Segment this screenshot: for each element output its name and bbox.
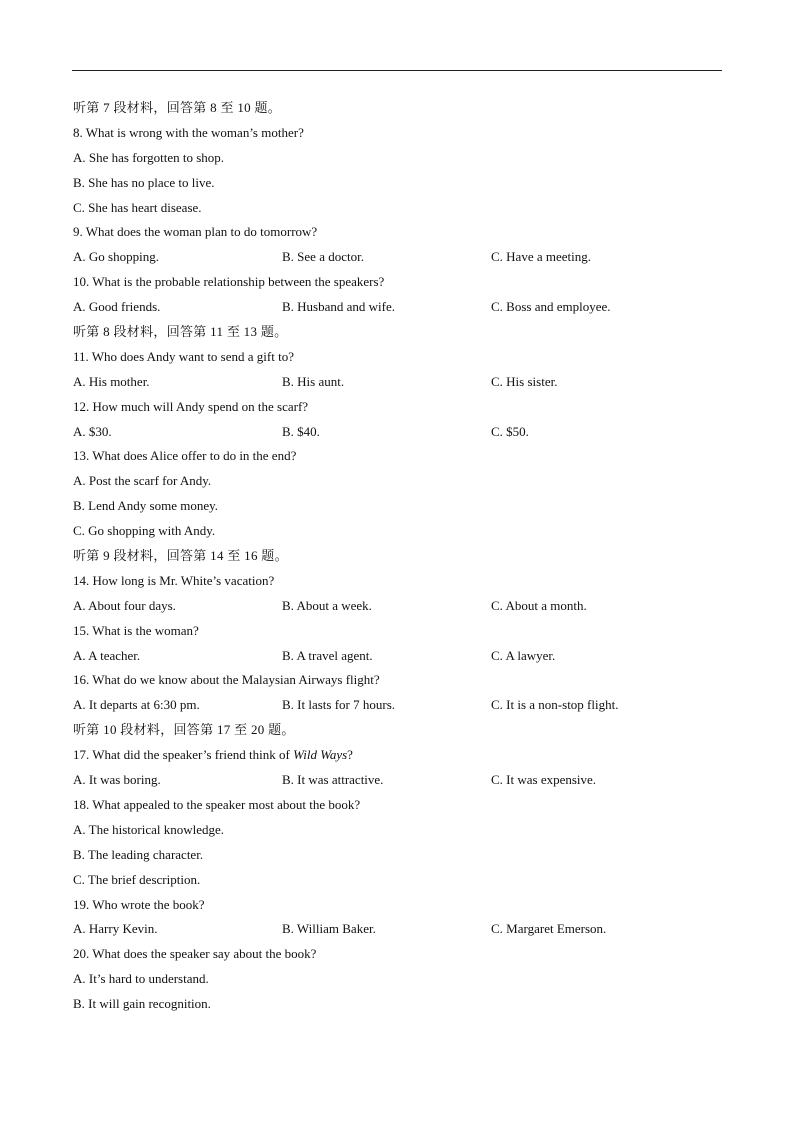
option-c: C. Margaret Emerson. — [491, 921, 607, 937]
question-text — [73, 569, 723, 594]
header-rule — [72, 70, 722, 71]
option-a: A. About four days. — [73, 597, 176, 613]
options-row — [73, 370, 723, 395]
option-c: C. It was expensive. — [491, 772, 597, 788]
option-c: C. Go shopping with Andy. — [73, 523, 216, 539]
options-row — [73, 917, 723, 942]
question-text — [73, 444, 723, 469]
question-stem-end: ? — [347, 747, 353, 763]
options-row — [73, 644, 723, 669]
question-list — [73, 96, 723, 1017]
option-a: A. Post the scarf for Andy. — [73, 473, 212, 489]
option-c: C. Have a meeting. — [491, 249, 591, 265]
options-row — [73, 594, 723, 619]
options-row — [73, 768, 723, 793]
section-heading: 听第 7 段材料，回答第 8 至 10 题。 — [73, 100, 282, 115]
option-b: B. About a week. — [282, 597, 372, 613]
option-b: B. William Baker. — [282, 921, 376, 937]
option-a: A. $30. — [73, 423, 112, 439]
question-stem: 16. What do we know about the Malaysian Airways flight? — [73, 672, 380, 688]
question-stem: 12. How much will Andy spend on the scarf? — [73, 398, 309, 414]
option-a: A. It’s hard to understand. — [73, 971, 209, 987]
option-c: C. She has heart disease. — [73, 199, 202, 215]
option-c: C. His sister. — [491, 373, 558, 389]
question-text — [73, 893, 723, 918]
option-c: C. It is a non-stop flight. — [491, 697, 619, 713]
question-stem: 15. What is the woman? — [73, 622, 199, 638]
question-text — [73, 395, 723, 420]
question-text — [73, 345, 723, 370]
question-stem: 18. What appealed to the speaker most about the book? — [73, 796, 361, 812]
question-stem: 17. What did the speaker’s friend think of — [73, 747, 294, 763]
option-b: B. It will gain recognition. — [73, 996, 211, 1012]
section-heading: 听第 10 段材料，回答第 17 至 20 题。 — [73, 722, 295, 738]
options-row — [73, 295, 723, 320]
question-stem: 8. What is wrong with the woman’s mother? — [73, 124, 304, 140]
option-a: A. It was boring. — [73, 772, 161, 788]
option-b: B. His aunt. — [282, 373, 345, 389]
option-b: B. See a doctor. — [282, 249, 364, 265]
option-b: B. She has no place to live. — [73, 174, 215, 190]
options-row — [73, 420, 723, 445]
question-text — [73, 220, 723, 245]
option-b: B. A travel agent. — [282, 647, 373, 663]
option-b: B. The leading character. — [73, 846, 204, 862]
section-heading: 听第 9 段材料，回答第 14 至 16 题。 — [73, 548, 288, 564]
question-stem: 19. Who wrote the book? — [73, 896, 205, 912]
option-a: A. Harry Kevin. — [73, 921, 158, 937]
option-c: C. Boss and employee. — [491, 299, 611, 315]
option-c: C. About a month. — [491, 597, 587, 613]
question-stem: 9. What does the woman plan to do tomorrow? — [73, 224, 318, 240]
option-a: A. She has forgotten to shop. — [73, 149, 225, 165]
options-row — [73, 245, 723, 270]
question-stem: 14. How long is Mr. White’s vacation? — [73, 572, 275, 588]
options-row — [73, 693, 723, 718]
question-text — [73, 793, 723, 818]
option-a: A. It departs at 6:30 pm. — [73, 697, 200, 713]
option-a: A. Good friends. — [73, 299, 161, 315]
question-italic-title: Wild Ways — [293, 747, 348, 763]
option-c: C. The brief description. — [73, 871, 201, 887]
question-stem: 11. Who does Andy want to send a gift to? — [73, 348, 294, 364]
option-b: B. $40. — [282, 423, 320, 439]
question-stem: 10. What is the probable relationship between the speakers? — [73, 274, 385, 290]
question-text — [73, 619, 723, 644]
option-c: C. $50. — [491, 423, 529, 439]
question-text — [73, 743, 723, 768]
option-a: A. The historical knowledge. — [73, 821, 225, 837]
question-text — [73, 121, 723, 146]
option-b: B. Lend Andy some money. — [73, 498, 219, 514]
option-b: B. Husband and wife. — [282, 299, 396, 315]
question-text — [73, 270, 723, 295]
option-a: A. His mother. — [73, 373, 150, 389]
option-c: C. A lawyer. — [491, 647, 556, 663]
section-heading: 听第 8 段材料，回答第 11 至 13 题。 — [73, 324, 288, 340]
option-a: A. Go shopping. — [73, 249, 159, 265]
option-a: A. A teacher. — [73, 647, 141, 663]
option-b: B. It lasts for 7 hours. — [282, 697, 396, 713]
question-text — [73, 668, 723, 693]
option-b: B. It was attractive. — [282, 772, 384, 788]
question-text — [73, 942, 723, 967]
question-stem: 20. What does the speaker say about the book? — [73, 946, 317, 962]
question-stem: 13. What does Alice offer to do in the end? — [73, 448, 297, 464]
